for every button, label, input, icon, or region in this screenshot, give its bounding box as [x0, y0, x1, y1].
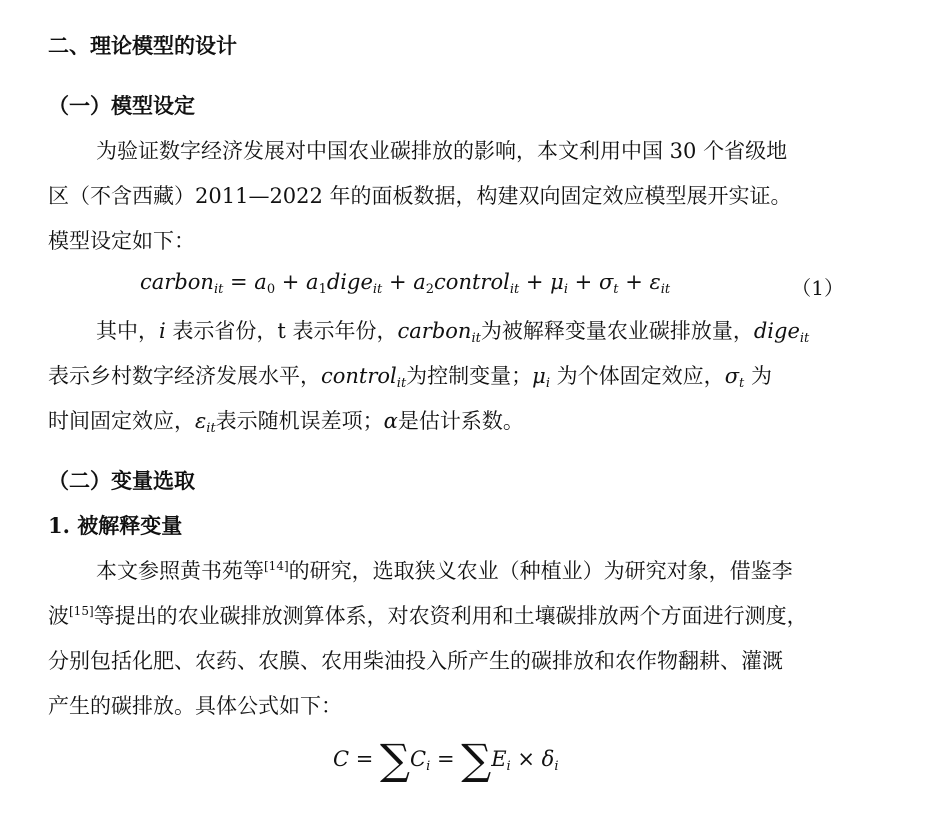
para1-line1: 为验证数字经济发展对中国农业碳排放的影响，本文利用中国 30 个省级地 — [96, 139, 788, 163]
subsection-title-model: （一）模型设定 — [48, 93, 195, 118]
subsection-title-variables: （二）变量选取 — [48, 468, 195, 493]
section-title: 二、理论模型的设计 — [48, 33, 237, 58]
para1-line2: 区（不含西藏）2011—2022 年的面板数据，构建双向固定效应模型展开实证。 — [48, 184, 792, 208]
para3-line4: 产生的碳排放。具体公式如下： — [48, 694, 342, 718]
equation-1: carbon$_{it}$ = $a_0$ + $a_1dige_{it}$ + $a_2control_{it} + \mu_i + \sigma_t + \varepsilon_{it}$ — [140, 270, 671, 297]
equation-2: $C = \sum C_i = \sum E_i \times \delta_i$ — [333, 735, 559, 784]
subsubsection-title-dependent: 1. 被解释变量 — [48, 513, 183, 538]
para2-line2: 表示乡村数字经济发展水平，control$_{it}$为控制变量；$\mu_i$ 为个体固定效应，$\sigma_t$ 为 — [48, 364, 772, 391]
para3-line3: 分别包括化肥、农药、农膜、农用柴油投入所产生的碳排放和农作物翻耕、灌溉 — [48, 649, 783, 673]
citation-14: [14] — [264, 559, 289, 573]
para3-line1: 本文参照黄书苑等[14]的研究，选取狭义农业（种植业）为研究对象，借鉴李 — [96, 559, 793, 583]
equation-1-number: （1） — [791, 276, 844, 300]
para2-line1: 其中，i 表示省份，t 表示年份，carbon$_{it}$为被解释变量农业碳排放量，dige$_{it}$ — [96, 319, 810, 346]
citation-15: [15] — [69, 604, 94, 618]
para2-line3: 时间固定效应，$\varepsilon_{it}$表示随机误差项；α是估计系数。 — [48, 409, 524, 436]
para1-line3: 模型设定如下： — [48, 229, 195, 253]
para3-line2: 波[15]等提出的农业碳排放测算体系，对农资利用和土壤碳排放两个方面进行测度， — [48, 604, 808, 628]
